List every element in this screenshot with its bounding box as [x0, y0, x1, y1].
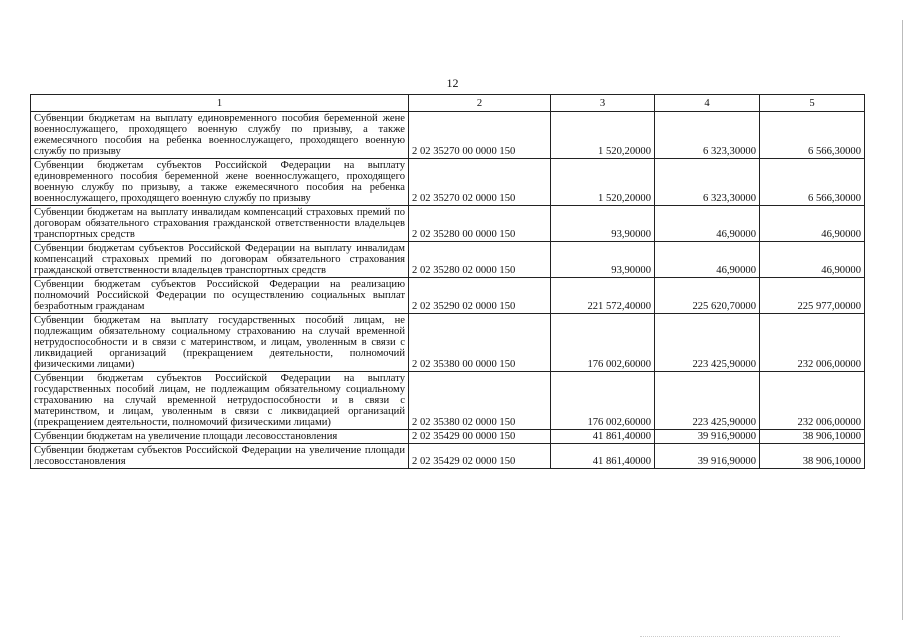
table-row [31, 372, 865, 430]
header-col-2: 2 [409, 95, 551, 112]
row-description: Субвенции бюджетам субъектов Российской Федерации на выплату единовременного пособия беременной жене военнослужащего, проходящего военную службу по призыву, а также ежемесячного пособия на ребенка военнослужащего, проходящего военную службу по призыву [31, 159, 409, 206]
table-row [31, 112, 865, 159]
row-value-col3: 41 861,40000 [551, 444, 655, 469]
row-value-col3: 176 002,60000 [551, 314, 655, 372]
row-value-col5: 6 566,30000 [760, 159, 865, 206]
row-value-col5: 6 566,30000 [760, 112, 865, 159]
table-row [31, 430, 865, 444]
row-value-col5: 232 006,00000 [760, 314, 865, 372]
row-value-col5: 46,90000 [760, 206, 865, 242]
table-body [31, 112, 865, 469]
row-value-col3: 93,90000 [551, 206, 655, 242]
row-value-col3: 221 572,40000 [551, 278, 655, 314]
row-value-col3: 1 520,20000 [551, 112, 655, 159]
row-code: 2 02 35429 00 0000 150 [409, 430, 551, 444]
row-code: 2 02 35270 02 0000 150 [409, 159, 551, 206]
row-code: 2 02 35270 00 0000 150 [409, 112, 551, 159]
row-value-col5: 46,90000 [760, 242, 865, 278]
table-row [31, 314, 865, 372]
header-col-1: 1 [31, 95, 409, 112]
row-code: 2 02 35280 02 0000 150 [409, 242, 551, 278]
row-value-col4: 46,90000 [655, 206, 760, 242]
row-value-col3: 41 861,40000 [551, 430, 655, 444]
row-value-col5: 38 906,10000 [760, 444, 865, 469]
row-value-col5: 225 977,00000 [760, 278, 865, 314]
row-value-col3: 176 002,60000 [551, 372, 655, 430]
table-row [31, 159, 865, 206]
table-row [31, 444, 865, 469]
table-header [31, 95, 865, 112]
row-description: Субвенции бюджетам субъектов Российской Федерации на выплату государственных пособий лицам, не подлежащим обязательному социальному страхованию на случай временной нетрудоспособности и в связи с материнством, и лицам, уволенным в связи с ликвидацией организаций (прекращением деятельности, полномочий физическими лицами) [31, 372, 409, 430]
row-code: 2 02 35380 02 0000 150 [409, 372, 551, 430]
page-number: 12 [446, 76, 459, 90]
row-value-col3: 1 520,20000 [551, 159, 655, 206]
row-value-col4: 225 620,70000 [655, 278, 760, 314]
scan-artifact [640, 636, 840, 638]
header-col-5: 5 [760, 95, 865, 112]
row-value-col4: 39 916,90000 [655, 444, 760, 469]
row-value-col4: 46,90000 [655, 242, 760, 278]
header-row [31, 95, 865, 112]
row-value-col4: 223 425,90000 [655, 372, 760, 430]
row-description: Субвенции бюджетам субъектов Российской Федерации на выплату инвалидам компенсаций страховых премий по договорам обязательного страхования гражданской ответственности владельцев транспортных средств [31, 242, 409, 278]
row-value-col5: 38 906,10000 [760, 430, 865, 444]
header-col-4: 4 [655, 95, 760, 112]
table-row [31, 278, 865, 314]
row-description: Субвенции бюджетам на увеличение площади лесовосстановления [31, 430, 409, 444]
scan-edge-line [902, 20, 903, 620]
row-code: 2 02 35429 02 0000 150 [409, 444, 551, 469]
header-col-3: 3 [551, 95, 655, 112]
row-code: 2 02 35290 02 0000 150 [409, 278, 551, 314]
budget-table [30, 94, 865, 469]
row-description: Субвенции бюджетам субъектов Российской Федерации на реализацию полномочий Российской Федерации по осуществлению социальных выплат безработным гражданам [31, 278, 409, 314]
row-description: Субвенции бюджетам субъектов Российской Федерации на увеличение площади лесовосстановления [31, 444, 409, 469]
row-value-col4: 6 323,30000 [655, 159, 760, 206]
row-value-col3: 93,90000 [551, 242, 655, 278]
row-code: 2 02 35380 00 0000 150 [409, 314, 551, 372]
row-value-col4: 223 425,90000 [655, 314, 760, 372]
table-row [31, 242, 865, 278]
row-description: Субвенции бюджетам на выплату единовременного пособия беременной жене военнослужащего, проходящего военную службу по призыву, а также ежемесячного пособия на ребенка военнослужащего, проходящего военную службу по призыву [31, 112, 409, 159]
row-description: Субвенции бюджетам на выплату государственных пособий лицам, не подлежащим обязательному социальному страхованию на случай временной нетрудоспособности и в связи с материнством, и лицам, уволенным в связи с ликвидацией организаций (прекращением деятельности, полномочий физическими лицами) [31, 314, 409, 372]
row-description: Субвенции бюджетам на выплату инвалидам компенсаций страховых премий по договорам обязательного страхования гражданской ответственности владельцев транспортных средств [31, 206, 409, 242]
row-value-col5: 232 006,00000 [760, 372, 865, 430]
row-code: 2 02 35280 00 0000 150 [409, 206, 551, 242]
row-value-col4: 6 323,30000 [655, 112, 760, 159]
table-row [31, 206, 865, 242]
row-value-col4: 39 916,90000 [655, 430, 760, 444]
